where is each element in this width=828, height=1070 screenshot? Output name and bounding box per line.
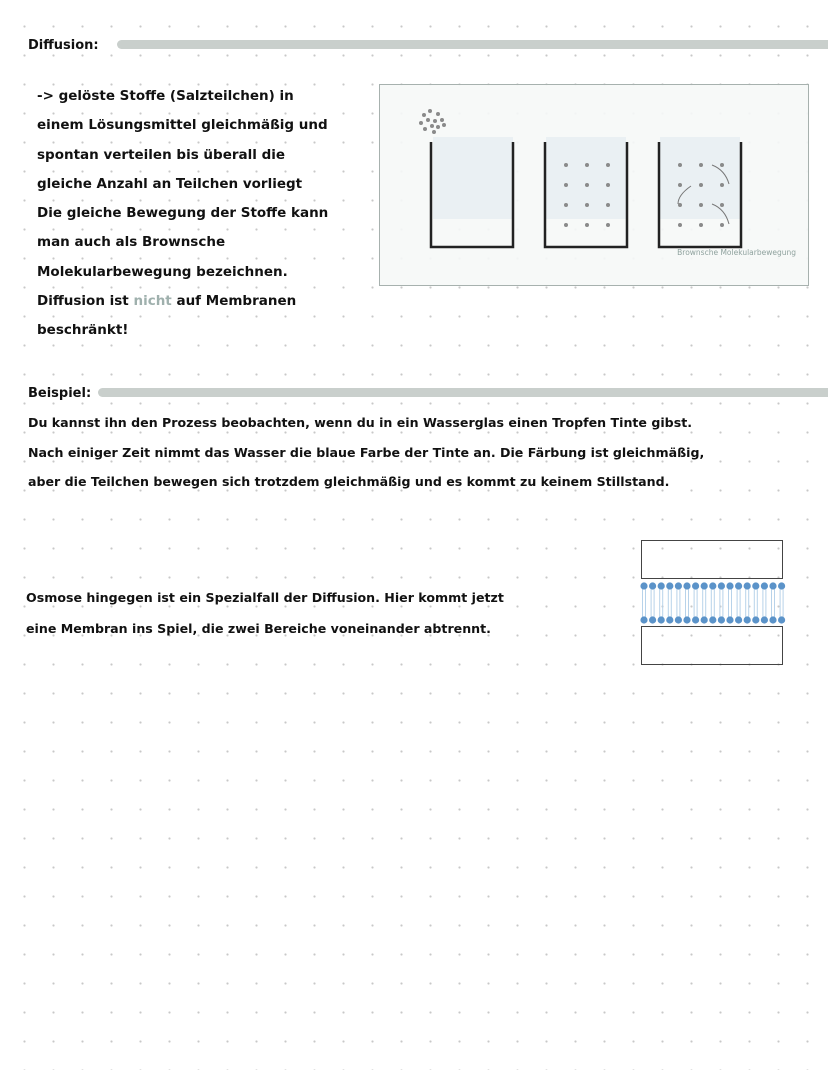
lipid-tail <box>677 589 680 617</box>
lipid-head <box>778 616 785 623</box>
figure-caption: Brownsche Molekularbewegung <box>677 248 796 257</box>
particle <box>430 124 434 128</box>
particle <box>678 223 682 227</box>
particle <box>699 163 703 167</box>
text-line: Du kannst ihn den Prozess beobachten, wenn du in ein Wasserglas einen Tropfen Tinte gibst. <box>28 415 692 430</box>
particle <box>720 223 724 227</box>
particle <box>606 223 610 227</box>
lipid-head <box>761 616 768 623</box>
particle <box>423 127 427 131</box>
heading-bar <box>117 40 828 49</box>
particle <box>720 183 724 187</box>
text-line: Molekularbewegung bezeichnen. <box>37 263 288 280</box>
lipid-head <box>640 616 647 623</box>
lipid-tail <box>686 589 689 617</box>
particle <box>440 118 444 122</box>
text-line: man auch als Brownsche <box>37 234 226 251</box>
particle <box>442 123 446 127</box>
lipid-head <box>640 582 647 589</box>
lipid-tail <box>703 589 706 617</box>
particle <box>678 203 682 207</box>
particle <box>436 112 440 116</box>
lipid-head <box>658 582 665 589</box>
particle <box>428 109 432 113</box>
lipid-head <box>726 582 733 589</box>
lipid-head <box>718 582 725 589</box>
text-line: Nach einiger Zeit nimmt das Wasser die blaue Farbe der Tinte an. Die Färbung ist gleichmäßig, <box>28 444 705 460</box>
lipid-head <box>769 616 776 623</box>
particle <box>564 183 568 187</box>
beispiel-heading: Beispiel: <box>28 386 92 401</box>
lipid-head <box>666 616 673 623</box>
diffusion-figure <box>379 84 809 286</box>
lipid-head <box>735 616 742 623</box>
heading-bar <box>98 388 828 397</box>
lipid-head <box>709 616 716 623</box>
text-line: Die gleiche Bewegung der Stoffe kann <box>37 205 329 222</box>
text-line: spontan verteilen bis überall die <box>37 146 286 163</box>
lipid-head <box>701 616 708 623</box>
particle <box>564 223 568 227</box>
lipid-tail <box>772 589 775 617</box>
lipid-tail <box>660 589 663 617</box>
lipid-head <box>778 582 785 589</box>
lipid-tail <box>737 589 740 617</box>
particle <box>433 119 437 123</box>
particle <box>432 130 436 134</box>
lipid-head <box>726 616 733 623</box>
lipid-tail <box>694 589 697 617</box>
text-part: Diffusion ist <box>37 293 134 310</box>
text-part: auf Membranen <box>171 293 297 310</box>
text-line: Osmose hingegen ist ein Spezialfall der Diffusion. Hier kommt jetzt <box>26 590 504 605</box>
lipid-head <box>718 616 725 623</box>
lipid-head <box>692 582 699 589</box>
diffusion-paragraph <box>37 82 328 346</box>
highlight-word: nicht <box>133 293 172 310</box>
lipid-head <box>683 616 690 623</box>
particle <box>564 163 568 167</box>
text-line: einem Lösungsmittel gleichmäßig und <box>37 117 328 134</box>
lipid-tail <box>720 589 723 617</box>
lipid-head <box>649 582 656 589</box>
lipid-head <box>735 582 742 589</box>
text-line <box>37 287 328 316</box>
upper-compartment <box>641 540 783 579</box>
text-line: -> gelöste Stoffe (Salzteilchen) in <box>37 88 294 104</box>
lipid-head <box>752 582 759 589</box>
particle <box>585 183 589 187</box>
particle <box>720 163 724 167</box>
lipid-head <box>692 616 699 623</box>
beaker-2 <box>545 137 627 247</box>
particle <box>699 223 703 227</box>
lipid-head <box>658 616 665 623</box>
lipid-head <box>744 582 751 589</box>
lipid-tail <box>643 589 646 617</box>
text-line: beschränkt! <box>37 322 129 339</box>
particle <box>678 163 682 167</box>
text-line: aber die Teilchen bewegen sich trotzdem gleichmäßig und es kommt zu keinem Stillstand. <box>28 474 670 489</box>
particle <box>699 203 703 207</box>
particle <box>426 118 430 122</box>
particle <box>585 163 589 167</box>
particle <box>436 125 440 129</box>
particle <box>585 223 589 227</box>
text-line: eine Membran ins Spiel, die zwei Bereiche voneinander abtrennt. <box>26 621 491 636</box>
lipid-tail <box>711 589 714 617</box>
lipid-head <box>701 582 708 589</box>
lipid-head <box>744 616 751 623</box>
text-line: gleiche Anzahl an Teilchen vorliegt <box>37 175 303 192</box>
lower-compartment <box>641 626 783 665</box>
particle <box>606 203 610 207</box>
beaker-1 <box>431 137 513 247</box>
beaker-3 <box>659 137 741 247</box>
lipid-tail <box>763 589 766 617</box>
lipid-head <box>761 582 768 589</box>
lipid-tail <box>651 589 654 617</box>
particle <box>720 203 724 207</box>
lipid-head <box>752 616 759 623</box>
lipid-tail <box>668 589 671 617</box>
particle <box>419 121 423 125</box>
particle <box>564 203 568 207</box>
membrane-icon <box>638 580 788 626</box>
particle <box>678 183 682 187</box>
particle <box>606 183 610 187</box>
particle <box>422 113 426 117</box>
osmose-paragraph <box>26 582 504 644</box>
lipid-tail <box>746 589 749 617</box>
lipid-tail <box>754 589 757 617</box>
particle <box>606 163 610 167</box>
beispiel-paragraph <box>28 408 704 497</box>
lipid-head <box>769 582 776 589</box>
diffusion-heading: Diffusion: <box>28 38 99 53</box>
particle <box>699 183 703 187</box>
lipid-head <box>675 616 682 623</box>
lipid-head <box>683 582 690 589</box>
particle <box>585 203 589 207</box>
lipid-head <box>666 582 673 589</box>
lipid-tail <box>729 589 732 617</box>
lipid-tail <box>780 589 783 617</box>
lipid-head <box>675 582 682 589</box>
lipid-head <box>709 582 716 589</box>
lipid-head <box>649 616 656 623</box>
